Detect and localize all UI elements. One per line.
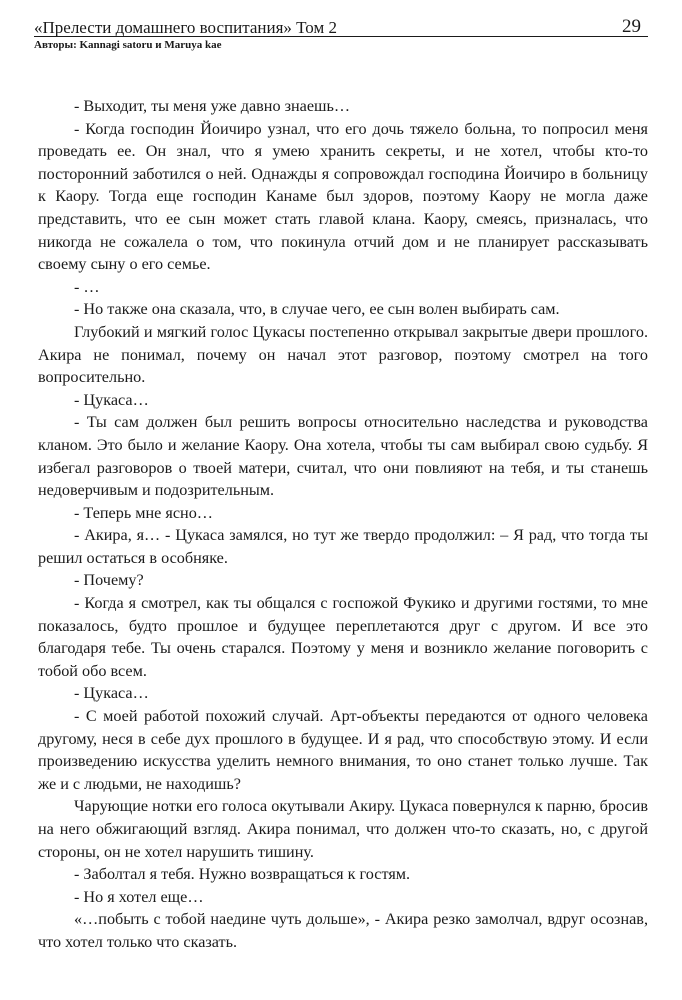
paragraph: - … [74,277,100,296]
authors-line: Авторы: Kannagi satoru и Maruya kae [34,39,222,51]
paragraph: Глубокий и мягкий голос Цукасы постепенно открывал закрытые двери прошлого. Акира не понимал, почему он начал этот разговор, поэтому смотрел на того вопросительно. [38,322,648,387]
paragraph: - С моей работой похожий случай. Арт-объекты передаются от одного человека другому, неся в себе дух прошлого в будущее. И я рад, что способствую этому. И если произведению искусства уделить немного внимания, то оно станет только лучше. Так же и с людьми, не находишь? [38,707,648,793]
header-rule [34,36,648,37]
paragraph: - Но также она сказала, что, в случае чего, ее сын волен выбирать сам. [74,300,560,319]
page-number: 29 [622,16,641,37]
paragraph: - Когда я смотрел, как ты общался с госпожой Фукико и другими гостями, то мне показалось, будто прошлое и будущее переплетаются друг с другом. И все это благодаря тебе. Ты очень старался. Поэтому у меня и возникло желание поговорить с тобой обо всем. [38,594,648,680]
paragraph: - Теперь мне ясно… [74,503,213,522]
paragraph: - Цукаса… [74,390,149,409]
paragraph: - Но я хотел еще… [74,887,204,906]
paragraph: «…побыть с тобой наедине чуть дольше», - Акира резко замолчал, вдруг осознав, что хотел только что сказать. [38,910,648,951]
paragraph: Чарующие нотки его голоса окутывали Акиру. Цукаса повернулся к парню, бросив на него обжигающий взгляд. Акира понимал, что должен что-то сказать, но, с другой стороны, он не хотел нарушить тишину. [38,797,648,861]
paragraph: - Заболтал я тебя. Нужно возвращаться к гостям. [74,865,411,884]
paragraph: - Почему? [74,571,144,590]
book-title: «Прелести домашнего воспитания» Том 2 [34,18,337,37]
paragraph: - Выходит, ты меня уже давно знаешь… [74,97,351,115]
paragraph: - Акира, я… - Цукаса замялся, но тут же твердо продолжил: – Я рад, что тогда ты решил остаться в особняке. [38,526,648,567]
paragraph: - Цукаса… [74,684,149,703]
body-text [38,95,648,954]
paragraph: - Когда господин Йоичиро узнал, что его дочь тяжело больна, то попросил меня проведать ее. Он знал, что я умею хранить секреты, и не хотел, чтобы кто-то посторонний заботился о ней. Однажды я сопровождал господина Йоичиро в больницу к Каору. Тогда еще господин Канаме был здоров, поэтому Каору не могла даже представить, что ее сын может стать главой клана. Каору, смеясь, призналась, что никогда не сожалела о том, что покинула отчий дом и не планирует рассказывать своему сыну о его семье. [38,119,648,274]
paragraph: - Ты сам должен был решить вопросы относительно наследства и руководства кланом. Это было и желание Каору. Она хотела, чтобы ты сам выбирал свою судьбу. Я избегал разговоров о твоей матери, считал, что они повлияют на тебя, и ты станешь недоверчивым и подозрительным. [38,413,648,500]
